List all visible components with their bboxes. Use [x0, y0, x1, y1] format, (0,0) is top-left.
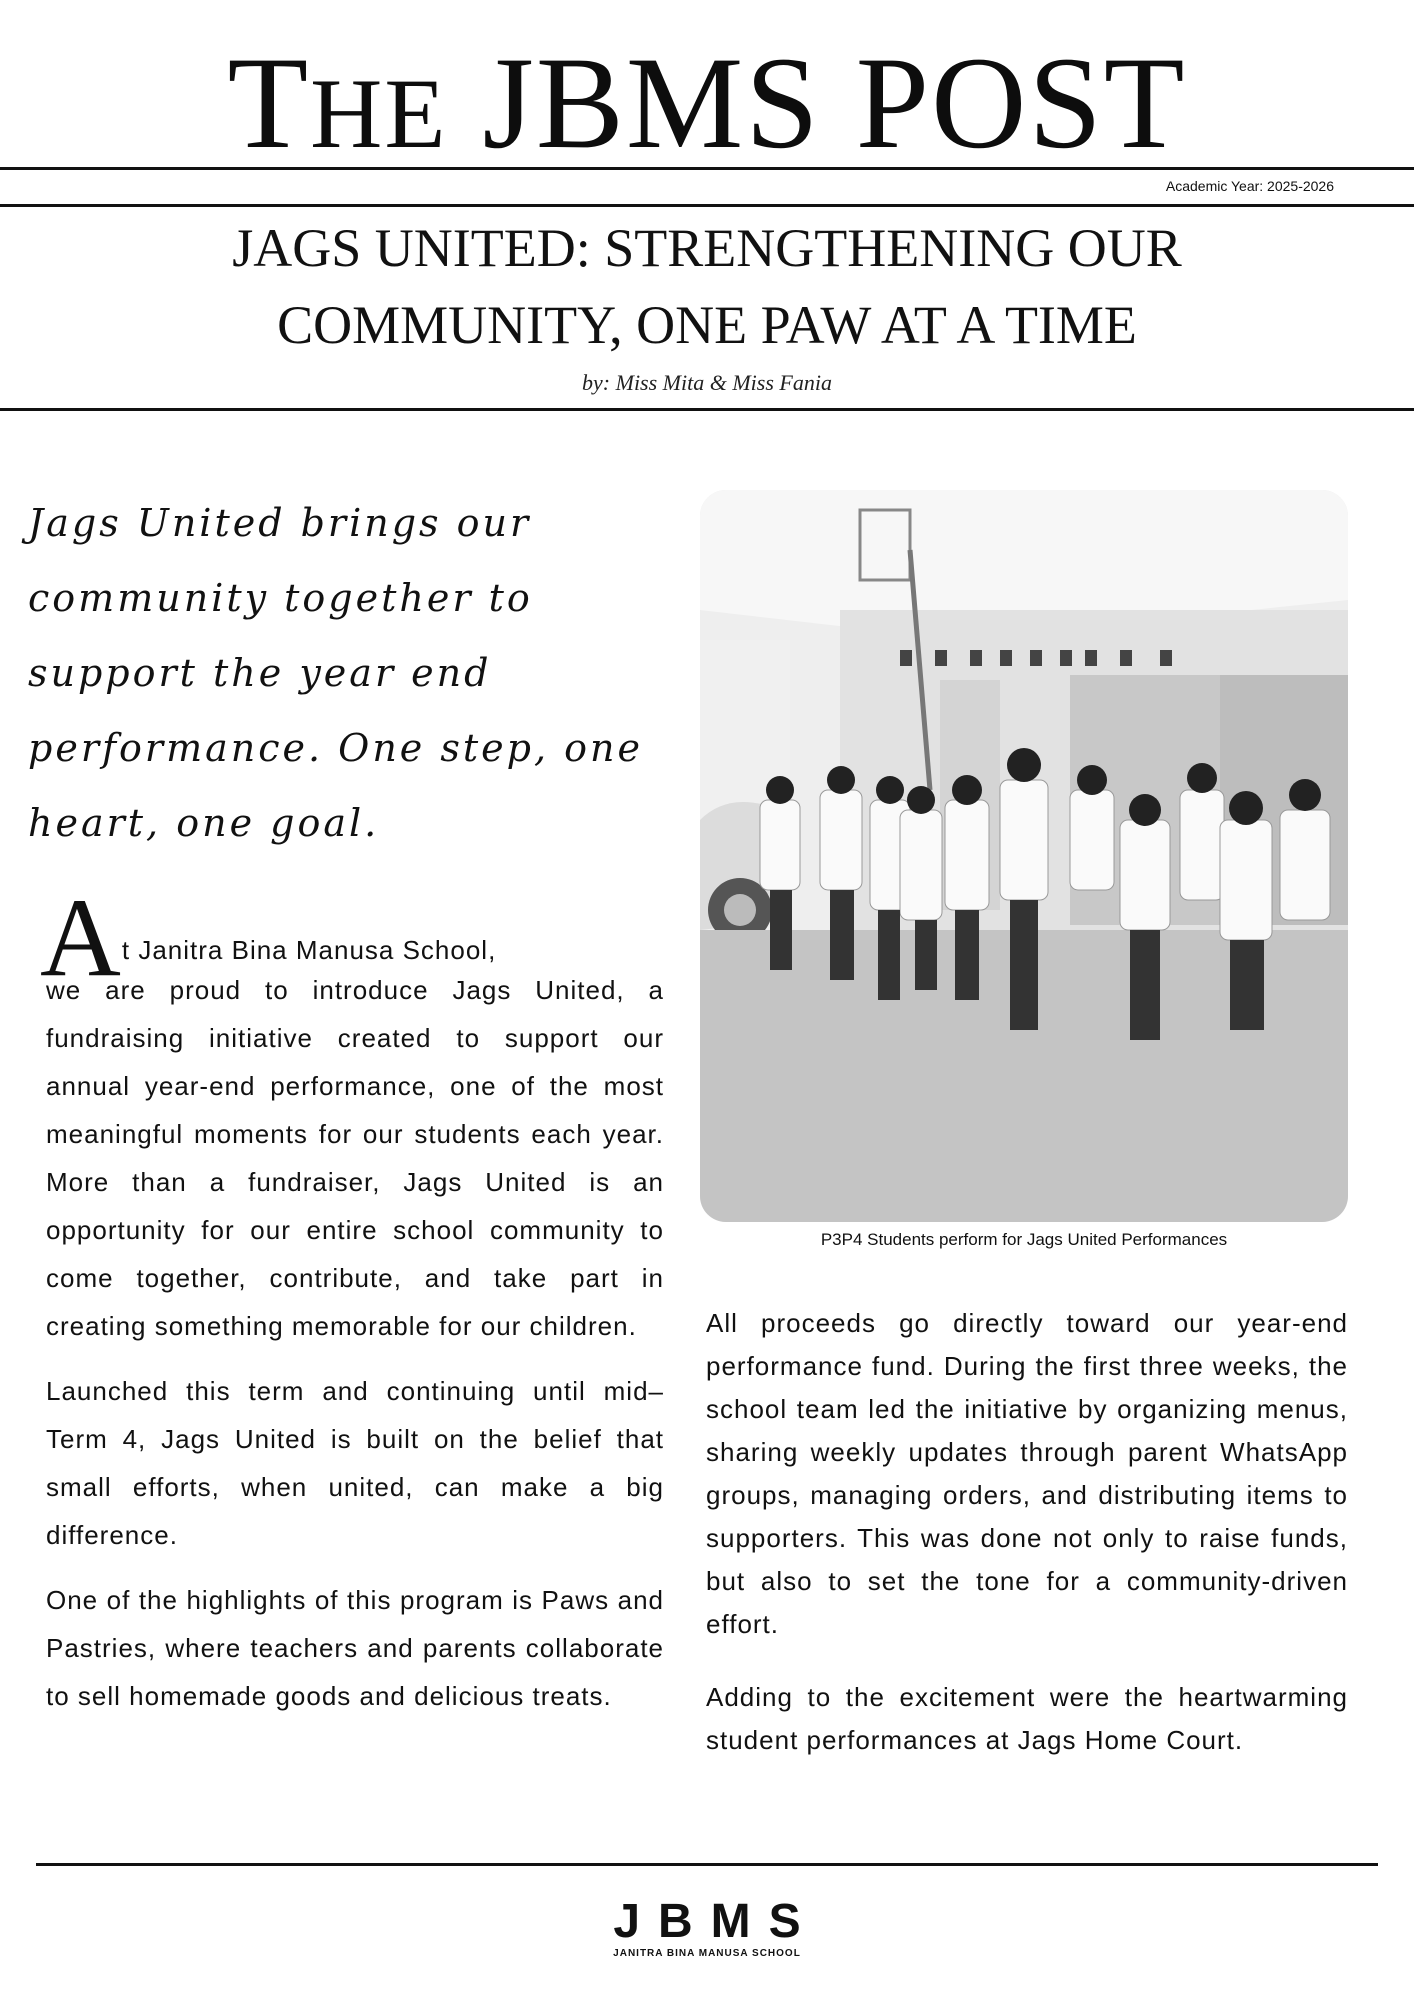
- paragraph-intro: we are proud to introduce Jags United, a fundraising initiative created to support our annual year-end performance, one of the most meaningful moments for our students each year. More than a fundraiser, Jags United is an opportunity for our entire school community to come together, contribute, and take part in creating something memorable for our children.: [46, 975, 664, 1341]
- logo-subtitle: JANITRA BINA MANUSA SCHOOL: [613, 1948, 801, 1959]
- right-column: [706, 1302, 1348, 1792]
- paragraph-launch: Launched this term and continuing until mid–Term 4, Jags United is built on the belief that small efforts, when united, can make a big difference.: [46, 1376, 664, 1550]
- left-column: [40, 876, 664, 1737]
- headline: [60, 210, 1354, 364]
- article-photo: [700, 490, 1348, 1222]
- headline-top-rule: [0, 204, 1414, 207]
- paragraph-highlights: One of the highlights of this program is Paws and Pastries, where teachers and parents collaborate to sell homemade goods and delicious treats.: [46, 1585, 664, 1711]
- drop-cap-line: [40, 876, 664, 1000]
- headline-line-2: COMMUNITY, ONE PAW AT A TIME: [277, 295, 1137, 355]
- logo-wordmark: JBMS: [613, 1895, 819, 1948]
- paragraph-proceeds: All proceeds go directly toward our year-end performance fund. During the first three weeks, the school team led the initiative by organizing menus, sharing weekly updates through parent WhatsApp groups, managing orders, and distributing items to supporters. This was done not only to raise funds, but also to set the tone for a community-driven effort.: [706, 1308, 1348, 1639]
- masthead-rest: JBMS POST: [447, 29, 1187, 176]
- jbms-logo: [0, 1896, 1414, 1959]
- drop-cap-continuation: t Janitra Bina Manusa School,: [121, 935, 497, 965]
- footer-rule: [36, 1863, 1378, 1866]
- headline-line-1: JAGS UNITED: STRENGTHENING OUR: [232, 218, 1182, 278]
- academic-year: Academic Year: 2025-2026: [1165, 178, 1334, 194]
- paragraph-performances: Adding to the excitement were the heartwarming student performances at Jags Home Court.: [706, 1682, 1348, 1755]
- headline-bottom-rule: [0, 408, 1414, 411]
- masthead-title: [0, 28, 1414, 189]
- students-photo-illustration: [700, 490, 1348, 1222]
- masthead-initial: T: [227, 29, 311, 176]
- masthead-smallcaps: HE: [310, 58, 448, 169]
- drop-cap: A: [40, 876, 122, 1000]
- top-rule: [0, 167, 1414, 170]
- byline: by: Miss Mita & Miss Fania: [582, 370, 832, 395]
- photo-caption: P3P4 Students perform for Jags United Performances: [820, 1230, 1228, 1249]
- lead-quote: Jags United brings our community together to support the year end performance. One step, one heart, one goal.: [28, 501, 643, 845]
